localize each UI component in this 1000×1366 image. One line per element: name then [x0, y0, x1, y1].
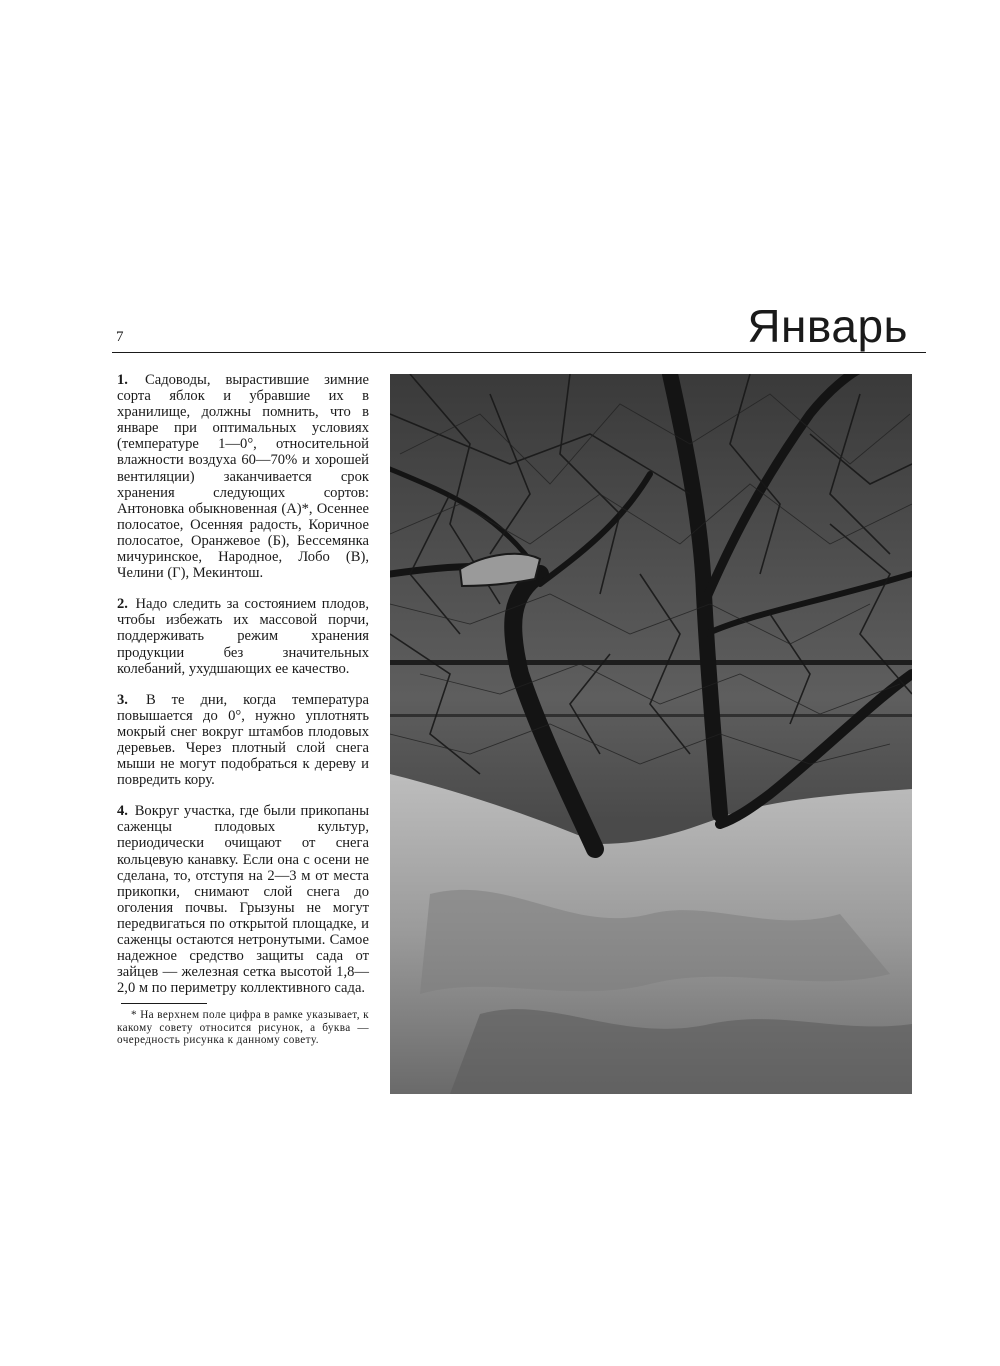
paragraph-number: 1. — [117, 372, 128, 388]
paragraph-number: 3. — [117, 691, 128, 708]
paragraph-text: Садоводы, вырастившие зимние сорта яблок и убравшие их в хранилище, должны помнить, что в январе при оптимальных условиях (температуре 1—0°, относительной влажности воздуха 60—70% и хорошей вентиляции) заканчивается срок хранения следующих сортов: Антоновка обыкновенная (А)*, Осеннее полосатое, Осенняя радость, Коричное полосатое, Оранжевое (Б), Бессемянка мичуринское, Народное, Лобо (В), Челини (Г), Мекинтош. — [117, 372, 370, 582]
paragraph-1 — [117, 372, 369, 581]
footnote: * На верхнем поле цифра в рамке указывает, к какому совету относится рисунок, а буква — очередность рисунка к данному совету. — [117, 1009, 369, 1047]
text-column — [117, 372, 369, 1047]
paragraph-4 — [117, 803, 369, 996]
header-rule — [112, 352, 926, 353]
paragraph-3 — [117, 692, 369, 789]
paragraph-2 — [117, 596, 369, 676]
paragraph-number: 4. — [117, 803, 128, 820]
footnote-rule — [121, 1003, 207, 1004]
paragraph-text: В те дни, когда температура повышается до 0°, нужно уплотнять мокрый снег вокруг штамбов плодовых деревьев. Через плотный слой снега мыши не могут подобраться к дереву и повредить кору. — [117, 691, 369, 789]
paragraph-text: Надо следить за состоянием плодов, чтобы избежать их массовой порчи, поддерживать режим хранения продукции без значительных колебаний, ухудшающих ее качество. — [117, 596, 369, 677]
winter-apple-tree-photo — [390, 374, 912, 1094]
page-title: Январь — [747, 300, 908, 352]
paragraph-number: 2. — [117, 596, 128, 613]
page-number: 7 — [116, 329, 124, 345]
paragraph-text: Вокруг участка, где были прикопаны саженцы плодовых культур, периодически очищают от снега кольцевую канавку. Если она с осени не сделана, то, отступя на 2—3 м от места прикопки, снимают слой снега до оголения почвы. Грызуны не могут передвигаться по открытой площадке, и саженцы остаются нетронутыми. Самое надежное средство защиты сада от зайцев — железная сетка высотой 1,8—2,0 м по периметру коллективного сада. — [117, 803, 370, 997]
